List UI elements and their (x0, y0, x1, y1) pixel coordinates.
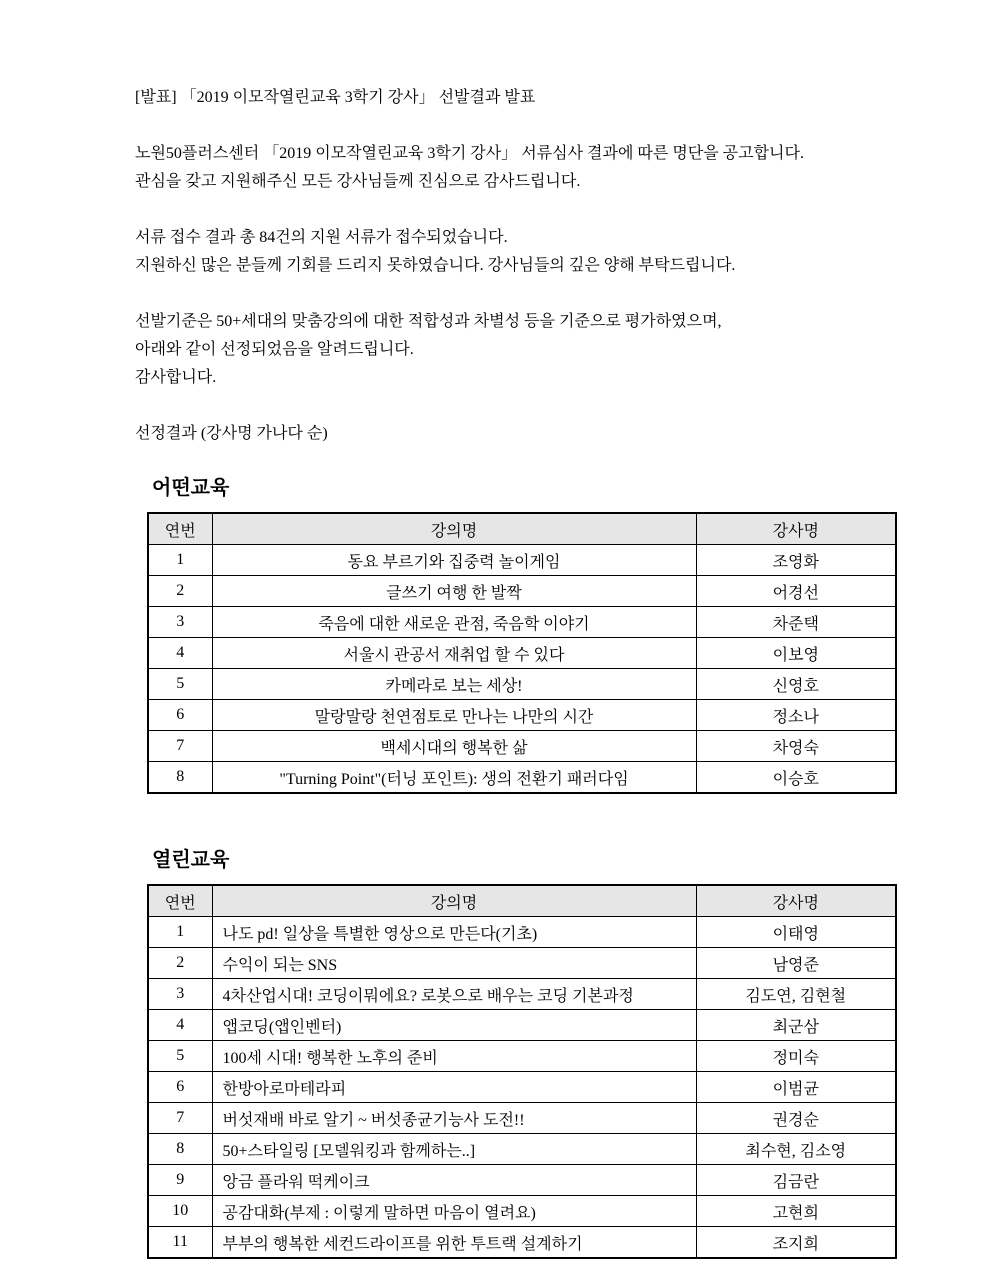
paragraph (135, 308, 902, 392)
result-section (147, 476, 902, 794)
paragraph-line: 감사합니다. (135, 369, 217, 386)
cell-no: 4 (148, 1010, 212, 1041)
cell-no: 5 (148, 669, 212, 700)
paragraph (135, 224, 902, 280)
result-section (147, 848, 902, 1259)
table-row (148, 1041, 896, 1072)
table-row (148, 545, 896, 576)
cell-no: 6 (148, 700, 212, 731)
cell-instructor: 어경선 (696, 576, 896, 607)
cell-instructor: 권경순 (696, 1103, 896, 1134)
table-row (148, 1165, 896, 1196)
column-header-instructor: 강사명 (696, 885, 896, 917)
column-header-no: 연번 (148, 885, 212, 917)
cell-no: 2 (148, 948, 212, 979)
cell-course: 글쓰기 여행 한 발짝 (212, 576, 696, 607)
result-sections (135, 476, 902, 1259)
doc-title: [발표] 「2019 이모작열린교육 3학기 강사」 선발결과 발표 (135, 89, 536, 106)
cell-no: 3 (148, 607, 212, 638)
cell-course: 나도 pd! 일상을 특별한 영상으로 만든다(기초) (212, 917, 696, 948)
cell-no: 4 (148, 638, 212, 669)
cell-course: 부부의 행복한 세컨드라이프를 위한 투트랙 설계하기 (212, 1227, 696, 1259)
cell-instructor: 고현희 (696, 1196, 896, 1227)
paragraph-line: 아래와 같이 선정되었음을 알려드립니다. (135, 341, 414, 358)
table-row (148, 917, 896, 948)
cell-no: 1 (148, 545, 212, 576)
cell-course: 공감대화(부제 : 이렇게 말하면 마음이 열려요) (212, 1196, 696, 1227)
cell-instructor: 이승호 (696, 762, 896, 794)
column-header-course: 강의명 (212, 513, 696, 545)
paragraph-line: 선발기준은 50+세대의 맞춤강의에 대한 적합성과 차별성 등을 기준으로 평가하였으며, (135, 313, 722, 330)
table-row (148, 1227, 896, 1259)
table-row (148, 607, 896, 638)
cell-course: 서울시 관공서 재취업 할 수 있다 (212, 638, 696, 669)
cell-course: 앙금 플라워 떡케이크 (212, 1165, 696, 1196)
cell-course: 한방아로마테라피 (212, 1072, 696, 1103)
table-row (148, 1010, 896, 1041)
cell-no: 10 (148, 1196, 212, 1227)
results-table (147, 884, 897, 1259)
cell-no: 6 (148, 1072, 212, 1103)
cell-no: 2 (148, 576, 212, 607)
results-table (147, 512, 897, 794)
cell-instructor: 정소나 (696, 700, 896, 731)
cell-course: 카메라로 보는 세상! (212, 669, 696, 700)
cell-no: 7 (148, 731, 212, 762)
cell-instructor: 신영호 (696, 669, 896, 700)
cell-course: 동요 부르기와 집중력 놀이게임 (212, 545, 696, 576)
cell-course: 4차산업시대! 코딩이뭐에요? 로봇으로 배우는 코딩 기본과정 (212, 979, 696, 1010)
table-row (148, 700, 896, 731)
section-heading: 열린교육 (152, 849, 230, 871)
cell-course: 백세시대의 행복한 삶 (212, 731, 696, 762)
cell-instructor: 최수현, 김소영 (696, 1134, 896, 1165)
table-row (148, 669, 896, 700)
cell-course: 말랑말랑 천연점토로 만나는 나만의 시간 (212, 700, 696, 731)
cell-no: 9 (148, 1165, 212, 1196)
table-row (148, 1072, 896, 1103)
table-header-row (148, 513, 896, 545)
cell-instructor: 남영준 (696, 948, 896, 979)
cell-course: 죽음에 대한 새로운 관점, 죽음학 이야기 (212, 607, 696, 638)
section-heading: 어떤교육 (152, 477, 230, 499)
table-row (148, 762, 896, 794)
cell-instructor: 김도연, 김현철 (696, 979, 896, 1010)
cell-no: 1 (148, 917, 212, 948)
cell-course: 50+스타일링 [모델워킹과 함께하는..] (212, 1134, 696, 1165)
cell-instructor: 조영화 (696, 545, 896, 576)
cell-course: 수익이 되는 SNS (212, 948, 696, 979)
cell-instructor: 차준택 (696, 607, 896, 638)
column-header-no: 연번 (148, 513, 212, 545)
cell-no: 7 (148, 1103, 212, 1134)
cell-instructor: 조지희 (696, 1227, 896, 1259)
cell-instructor: 정미숙 (696, 1041, 896, 1072)
intro-paragraphs (135, 140, 902, 448)
paragraph-line: 노원50플러스센터 「2019 이모작열린교육 3학기 강사」 서류심사 결과에 따른 명단을 공고합니다. (135, 145, 804, 162)
table-header-row (148, 885, 896, 917)
cell-instructor: 이범균 (696, 1072, 896, 1103)
cell-course: 100세 시대! 행복한 노후의 준비 (212, 1041, 696, 1072)
paragraph-line: 관심을 갖고 지원해주신 모든 강사님들께 진심으로 감사드립니다. (135, 173, 581, 190)
cell-instructor: 김금란 (696, 1165, 896, 1196)
cell-course: "Turning Point"(터닝 포인트): 생의 전환기 패러다임 (212, 762, 696, 794)
cell-no: 11 (148, 1227, 212, 1259)
table-row (148, 638, 896, 669)
cell-no: 8 (148, 1134, 212, 1165)
cell-instructor: 최군삼 (696, 1010, 896, 1041)
cell-course: 앱코딩(앱인벤터) (212, 1010, 696, 1041)
cell-course: 버섯재배 바로 알기 ~ 버섯종균기능사 도전!! (212, 1103, 696, 1134)
paragraph-line: 선정결과 (강사명 가나다 순) (135, 425, 328, 442)
column-header-course: 강의명 (212, 885, 696, 917)
column-header-instructor: 강사명 (696, 513, 896, 545)
table-row (148, 1196, 896, 1227)
table-row (148, 731, 896, 762)
table-row (148, 979, 896, 1010)
cell-no: 3 (148, 979, 212, 1010)
cell-instructor: 이보영 (696, 638, 896, 669)
cell-no: 8 (148, 762, 212, 794)
table-row (148, 948, 896, 979)
paragraph-line: 서류 접수 결과 총 84건의 지원 서류가 접수되었습니다. (135, 229, 508, 246)
cell-no: 5 (148, 1041, 212, 1072)
table-row (148, 1103, 896, 1134)
paragraph (135, 420, 902, 448)
table-row (148, 576, 896, 607)
table-row (148, 1134, 896, 1165)
cell-instructor: 차영숙 (696, 731, 896, 762)
cell-instructor: 이태영 (696, 917, 896, 948)
paragraph (135, 140, 902, 196)
paragraph-line: 지원하신 많은 분들께 기회를 드리지 못하였습니다. 강사님들의 깊은 양해 부탁드립니다. (135, 257, 736, 274)
